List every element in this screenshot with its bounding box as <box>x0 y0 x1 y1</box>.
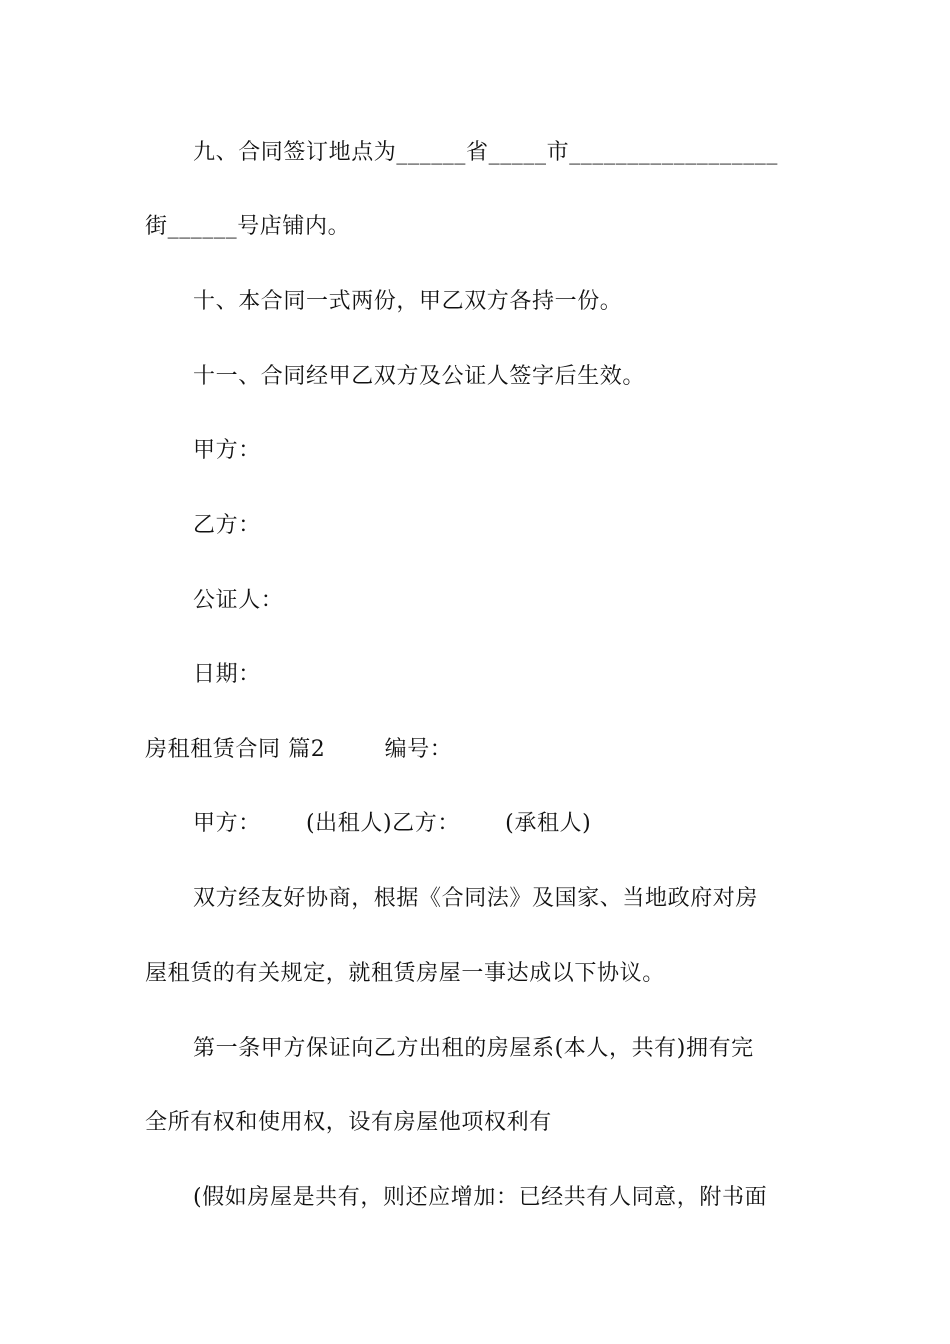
date-label: 日期： <box>193 662 261 687</box>
contract-number-label: 编号： <box>384 737 453 762</box>
preamble-line-2: 屋租赁的有关规定，就租赁房屋一事达成以下协议。 <box>145 961 665 986</box>
preamble-line-1: 双方经友好协商，根据《合同法》及国家、当地政府对房 <box>193 886 759 911</box>
lessee-role: (承租人) <box>505 811 592 836</box>
notary-signature-label: 公证人： <box>193 588 284 613</box>
party-a-label: 甲方： <box>193 811 261 836</box>
article-1-line-1: 第一条甲方保证向乙方出租的房屋系(本人，共有)拥有完 <box>193 1036 754 1061</box>
parties-line <box>193 809 591 839</box>
party-a-signature-label: 甲方： <box>193 438 261 463</box>
article-1-line-2: 全所有权和使用权，设有房屋他项权利有 <box>145 1110 552 1135</box>
section-2-heading <box>145 735 452 765</box>
clause-10-copies: 十、本合同一式两份，甲乙双方各持一份。 <box>193 289 623 314</box>
clause-11-effective: 十一、合同经甲乙双方及公证人签字后生效。 <box>193 364 646 389</box>
clause-9-continuation: 街______号店铺内。 <box>145 214 351 239</box>
party-b-signature-label: 乙方： <box>193 513 261 538</box>
lessor-role-and-party-b-label: (出租人)乙方： <box>306 811 460 836</box>
section-2-title: 房租租赁合同 篇2 <box>145 737 326 762</box>
clause-9-signing-location: 九、合同签订地点为______省_____市__________________ <box>193 140 779 165</box>
article-1-line-3: (假如房屋是共有，则还应增加：已经共有人同意，附书面 <box>193 1185 768 1210</box>
